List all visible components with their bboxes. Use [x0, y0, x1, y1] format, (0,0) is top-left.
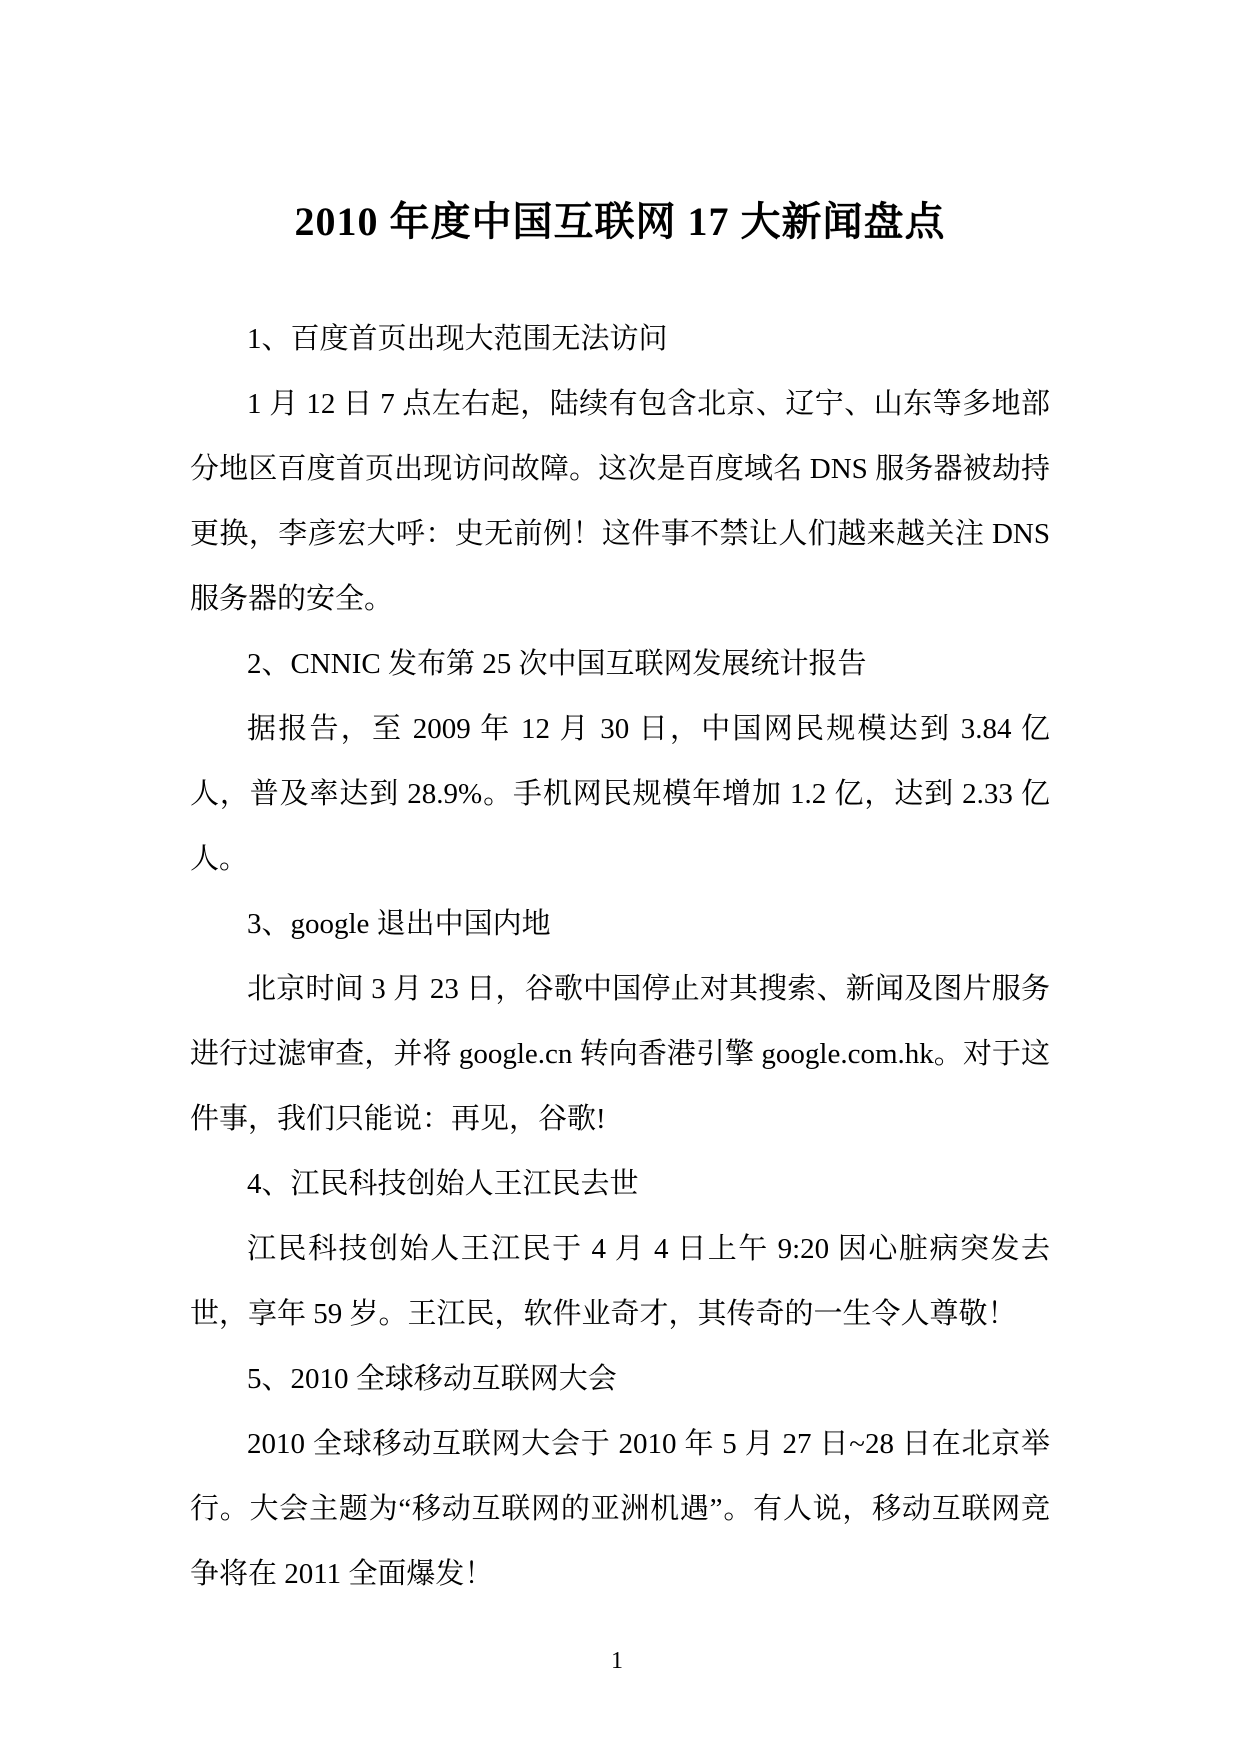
section-paragraph: 2010 全球移动互联网大会于 2010 年 5 月 27 日~28 日在北京举行。大会主题为“移动互联网的亚洲机遇”。有人说，移动互联网竞争将在 2011 全面爆发！: [190, 1428, 1050, 1590]
section-heading: 3、google 退出中国内地: [247, 908, 551, 940]
news-section: [190, 892, 1050, 1152]
page-title: 2010 年度中国互联网 17 大新闻盘点: [294, 199, 946, 244]
news-section: [190, 1152, 1050, 1347]
section-paragraph: 北京时间 3 月 23 日，谷歌中国停止对其搜索、新闻及图片服务进行过滤审查，并将 google.cn 转向香港引擎 google.com.hk。对于这件事，我们只能说：再见，谷歌!: [190, 973, 1050, 1135]
section-paragraph: 据报告，至 2009 年 12 月 30 日，中国网民规模达到 3.84 亿人，普及率达到 28.9%。手机网民规模年增加 1.2 亿，达到 2.33 亿人。: [190, 713, 1050, 875]
page-number: 1: [611, 1648, 623, 1674]
page-footer: [0, 1643, 1234, 1679]
section-heading: 2、CNNIC 发布第 25 次中国互联网发展统计报告: [247, 648, 867, 680]
news-section: [190, 632, 1050, 892]
section-paragraph: 1 月 12 日 7 点左右起，陆续有包含北京、辽宁、山东等多地部分地区百度首页出现访问故障。这次是百度域名 DNS 服务器被劫持更换，李彦宏大呼：史无前例！这件事不禁让人们越来越关注 DNS 服务器的安全。: [190, 388, 1050, 615]
section-heading: 4、江民科技创始人王江民去世: [247, 1168, 639, 1200]
section-heading: 5、2010 全球移动互联网大会: [247, 1363, 617, 1395]
section-heading: 1、百度首页出现大范围无法访问: [247, 323, 668, 355]
news-section: [190, 307, 1050, 632]
section-paragraph: 江民科技创始人王江民于 4 月 4 日上午 9:20 因心脏病突发去世，享年 59 岁。王江民，软件业奇才，其传奇的一生令人尊敬！: [190, 1233, 1050, 1330]
news-section: [190, 1347, 1050, 1607]
document-body: [0, 307, 1240, 1607]
